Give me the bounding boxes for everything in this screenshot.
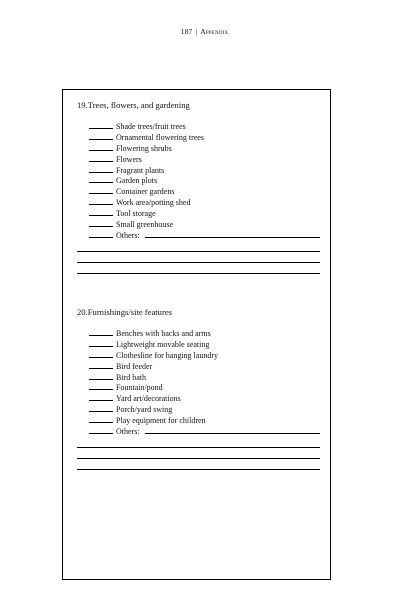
checklist-item xyxy=(89,339,322,350)
checklist-item xyxy=(89,186,322,197)
checklist-blank[interactable] xyxy=(89,404,113,412)
checklist-item-others xyxy=(89,426,322,437)
checklist-item xyxy=(89,372,322,383)
section-furnishings-site-features xyxy=(77,307,322,470)
item-label: Flowers xyxy=(116,154,142,164)
checklist-blank[interactable] xyxy=(89,165,113,173)
checklist-blank[interactable] xyxy=(89,230,113,238)
checklist-item xyxy=(89,415,322,426)
checklist-item xyxy=(89,393,322,404)
checklist-item xyxy=(89,197,322,208)
others-label: Others: xyxy=(116,230,140,240)
section-title: 19.Trees, flowers, and gardening xyxy=(77,100,190,110)
checklist-blank[interactable] xyxy=(89,393,113,401)
checklist-blank[interactable] xyxy=(89,143,113,151)
item-label: Shade trees/fruit trees xyxy=(116,122,186,131)
checklist-blank[interactable] xyxy=(89,361,113,369)
write-in-line[interactable] xyxy=(77,241,320,252)
item-label: Clothesline for hanging laundry xyxy=(116,350,218,360)
write-in-line[interactable] xyxy=(77,448,320,459)
item-label: Bird feeder xyxy=(116,361,153,371)
section-title: 20.Furnishings/site features xyxy=(77,307,172,317)
others-write-in-line[interactable] xyxy=(145,426,320,434)
checklist-blank[interactable] xyxy=(89,415,113,423)
checklist-frame xyxy=(62,89,331,580)
write-in-lines xyxy=(77,437,322,470)
write-in-line[interactable] xyxy=(77,252,320,263)
write-in-line[interactable] xyxy=(77,437,320,448)
checklist-item xyxy=(89,208,322,219)
item-label: Tool storage xyxy=(116,209,156,219)
checklist-item-others xyxy=(89,230,322,241)
header-separator: | xyxy=(195,27,198,36)
checklist-blank[interactable] xyxy=(89,339,113,347)
checklist-item xyxy=(89,350,322,361)
checklist-item xyxy=(89,382,322,393)
checklist-blank[interactable] xyxy=(89,186,113,194)
section-trees-flowers-gardening xyxy=(77,100,322,274)
checklist-blank[interactable] xyxy=(89,197,113,205)
item-label: Fragrant plants xyxy=(116,165,165,175)
checklist-blank[interactable] xyxy=(89,372,113,380)
checklist-blank[interactable] xyxy=(89,350,113,358)
write-in-line[interactable] xyxy=(77,459,320,470)
checklist-blank[interactable] xyxy=(89,219,113,227)
checklist-item xyxy=(89,361,322,372)
write-in-line[interactable] xyxy=(77,263,320,274)
checklist-item xyxy=(89,154,322,165)
checklist-blank[interactable] xyxy=(89,132,113,140)
item-label: Work area/potting shed xyxy=(116,198,191,208)
checklist-blank[interactable] xyxy=(89,208,113,216)
checklist-blank[interactable] xyxy=(89,154,113,162)
item-label: Ornamental flowering trees xyxy=(116,132,204,142)
item-label: Garden plots xyxy=(116,176,158,186)
item-label: Flowering shrubs xyxy=(116,143,172,153)
item-label: Fountain/pond xyxy=(116,383,163,393)
item-label: Bird bath xyxy=(116,372,146,382)
item-label: Yard art/decorations xyxy=(116,394,181,404)
item-label: Lightweight movable seating xyxy=(116,339,210,349)
others-label: Others: xyxy=(116,427,140,437)
checklist-blank[interactable] xyxy=(89,426,113,434)
checklist-item xyxy=(89,165,322,176)
checklist-items xyxy=(77,121,322,241)
item-label: Small greenhouse xyxy=(116,220,174,230)
checklist-item xyxy=(89,404,322,415)
checklist-item xyxy=(89,132,322,143)
others-write-in-line[interactable] xyxy=(145,230,320,238)
checklist-blank[interactable] xyxy=(89,175,113,183)
write-in-lines xyxy=(77,241,322,274)
item-label: Play equipment for children xyxy=(116,416,206,426)
item-label: Benches with backs and arms xyxy=(116,329,211,338)
checklist-item xyxy=(89,175,322,186)
item-label: Container gardens xyxy=(116,187,175,197)
page-header xyxy=(0,27,409,36)
checklist-item xyxy=(89,219,322,230)
checklist-item xyxy=(89,121,322,132)
header-section-name: Appendix xyxy=(200,27,229,36)
checklist-item xyxy=(89,328,322,339)
checklist-blank[interactable] xyxy=(89,328,113,336)
checklist-blank[interactable] xyxy=(89,382,113,390)
page-number: 187 xyxy=(180,27,193,36)
item-label: Porch/yard swing xyxy=(116,405,173,415)
checklist-blank[interactable] xyxy=(89,121,113,129)
checklist-item xyxy=(89,143,322,154)
checklist-items xyxy=(77,328,322,437)
